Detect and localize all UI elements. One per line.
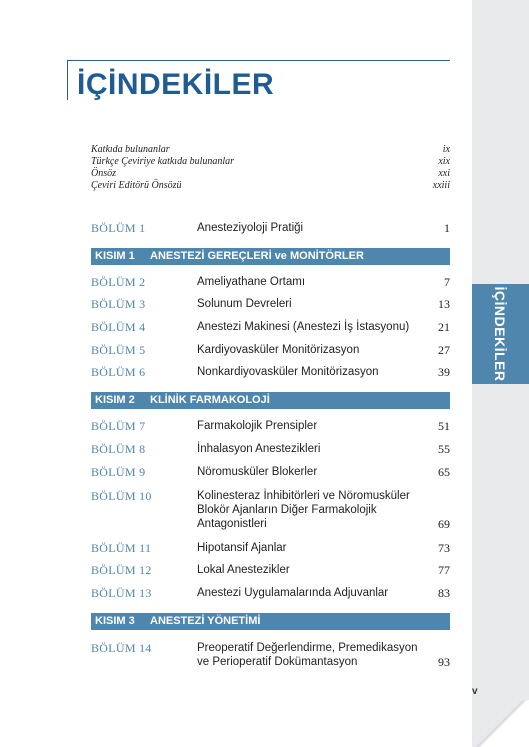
side-tab[interactable] — [472, 284, 529, 384]
chapter-number: BÖLÜM 6 — [91, 365, 146, 379]
chapter-number: BÖLÜM 1 — [91, 221, 146, 235]
chapter-number: BÖLÜM 5 — [91, 343, 146, 357]
chapter-title: Anestezi Uygulamalarında Adjuvanlar — [197, 587, 389, 599]
chapter-title: Preoperatif Değerlendirme, Premedikasyon ve Perioperatif Dokümantasyon — [197, 642, 418, 668]
chapter-number: BÖLÜM 2 — [91, 275, 146, 289]
chapter-title: Anestezi Makinesi (Anestezi İş İstasyonu) — [197, 321, 410, 333]
title-top-rule — [67, 60, 450, 61]
chapter-page: 69 — [438, 517, 450, 531]
chapter-page: 51 — [438, 419, 450, 433]
chapter-page: 1 — [444, 221, 450, 235]
chapter-page: 65 — [438, 465, 450, 479]
front-matter-item[interactable] — [91, 168, 450, 179]
chapter-page: 13 — [438, 297, 450, 311]
front-matter-label: Katkıda bulunanlar — [91, 144, 170, 155]
section-number: KISIM 3 — [95, 615, 135, 627]
chapter-page: 39 — [438, 365, 450, 379]
chapter-title: Hipotansif Ajanlar — [197, 542, 287, 554]
chapter-title: Solunum Devreleri — [197, 298, 292, 310]
front-matter-page: ix — [442, 144, 450, 155]
section-header — [91, 613, 450, 630]
chapter-page: 55 — [438, 442, 450, 456]
front-matter-label: Çeviri Editörü Önsözü — [91, 180, 182, 191]
chapter-page: 27 — [438, 343, 450, 357]
chapter-number: BÖLÜM 9 — [91, 465, 146, 479]
front-matter-item[interactable] — [91, 144, 450, 155]
chapter-title: Anesteziyoloji Pratiği — [197, 222, 304, 234]
page-number: v — [472, 686, 478, 697]
front-matter-page: xxiii — [432, 180, 450, 191]
chapter-title: Nonkardiyovasküler Monitörizasyon — [197, 366, 379, 378]
chapter-title: Farmakolojik Prensipler — [197, 420, 318, 432]
front-matter-label: Önsöz — [91, 168, 117, 179]
chapter-page: 7 — [444, 275, 450, 289]
chapter-number: BÖLÜM 10 — [91, 489, 152, 503]
chapter-number: BÖLÜM 11 — [91, 541, 152, 555]
front-matter-item[interactable] — [91, 156, 450, 167]
section-header — [91, 248, 450, 265]
chapter-number: BÖLÜM 8 — [91, 442, 146, 456]
section-title: ANESTEZİ GEREÇLERİ ve MONİTÖRLER — [150, 250, 364, 262]
chapter-title: Kolinesteraz İnhibitörleri ve Nöromusküler Blokör Ajanların Diğer Farmakolojik Antagonistleri — [197, 490, 410, 530]
front-matter-page: xxi — [438, 168, 450, 179]
chapter-page: 77 — [438, 563, 450, 577]
chapter-page: 83 — [438, 586, 450, 600]
chapter-number: BÖLÜM 3 — [91, 297, 146, 311]
section-title: ANESTEZİ YÖNETİMİ — [150, 615, 261, 627]
section-number: KISIM 1 — [95, 250, 135, 262]
chapter-number: BÖLÜM 7 — [91, 419, 146, 433]
title-side-rule — [67, 60, 68, 100]
toc-chapter-row[interactable] — [91, 489, 450, 533]
chapter-title: Kardiyovasküler Monitörizasyon — [197, 344, 360, 356]
chapter-title: Lokal Anestezikler — [197, 564, 290, 576]
chapter-title: İnhalasyon Anestezikleri — [197, 443, 321, 455]
chapter-page: 93 — [438, 655, 450, 669]
section-header — [91, 392, 450, 409]
chapter-title: Nöromusküler Blokerler — [197, 466, 318, 478]
section-title: KLİNİK FARMAKOLOJİ — [150, 394, 270, 406]
page-curl — [472, 700, 529, 747]
toc-chapter-row[interactable] — [91, 641, 450, 671]
chapter-number: BÖLÜM 13 — [91, 586, 152, 600]
chapter-title: Ameliyathane Ortamı — [197, 276, 306, 288]
page-title: İÇİNDEKİLER — [77, 68, 275, 101]
chapter-number: BÖLÜM 4 — [91, 320, 146, 334]
chapter-page: 21 — [438, 320, 450, 334]
side-tab-label: İÇİNDEKİLER — [492, 286, 509, 382]
section-number: KISIM 2 — [95, 394, 135, 406]
chapter-number: BÖLÜM 14 — [91, 641, 152, 655]
front-matter-label: Türkçe Çeviriye katkıda bulunanlar — [91, 156, 235, 167]
chapter-number: BÖLÜM 12 — [91, 563, 152, 577]
front-matter-item[interactable] — [91, 180, 450, 191]
chapter-page: 73 — [438, 541, 450, 555]
front-matter-page: xix — [438, 156, 450, 167]
